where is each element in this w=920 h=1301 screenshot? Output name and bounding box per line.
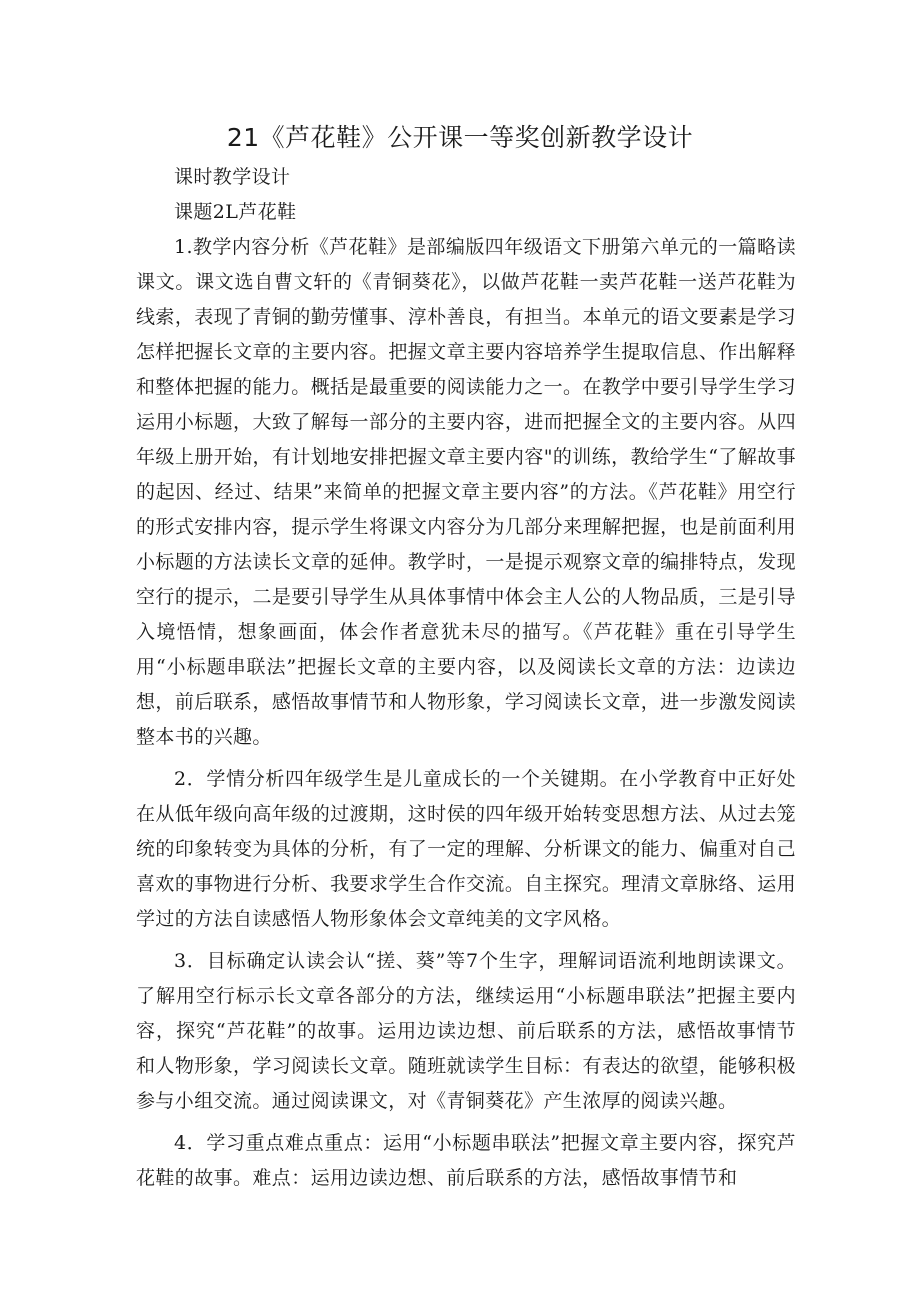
lesson-topic-heading: 课题2L芦花鞋 <box>174 201 297 223</box>
paragraph-student-analysis: 2．学情分析四年级学生是儿童成长的一个关键期。在小学教育中正好处在从低年级向高年级的过渡期，这时侯的四年级开始转变思想方法、从过去笼统的印象转变为具体的分析，有了一定的理解、分析课文的能力、偏重对自己喜欢的事物进行分析、我要求学生合作交流。自主探究。理清文章脉络、运用学过的方法自读感悟人物形象体会文章纯美的文字风格。 <box>136 768 796 930</box>
document-body <box>136 160 796 1196</box>
paragraph-objectives: 3．目标确定认读会认“搓、葵”等7个生字，理解词语流利地朗读课文。了解用空行标示长文章各部分的方法，继续运用“小标题串联法”把握主要内容，探究“芦花鞋”的故事。运用边读边想、前后联系的方法，感悟故事情节和人物形象，学习阅读长文章。随班就读学生目标：有表达的欲望，能够积极参与小组交流。通过阅读课文，对《青铜葵花》产生浓厚的阅读兴趣。 <box>136 950 796 1112</box>
paragraph-key-points: 4．学习重点难点重点：运用“小标题串联法”把握文章主要内容，探究芦花鞋的故事。难点：运用边读边想、前后联系的方法，感悟故事情节和 <box>136 1132 796 1189</box>
lesson-design-heading: 课时教学设计 <box>174 166 291 188</box>
paragraph-content-analysis: 1.教学内容分析《芦花鞋》是部编版四年级语文下册第六单元的一篇略读课文。课文选自曹文轩的《青铜葵花》，以做芦花鞋一卖芦花鞋一送芦花鞋为线索，表现了青铜的勤劳懂事、淳朴善良，有担当。本单元的语文要素是学习怎样把握长文章的主要内容。把握文章主要内容培养学生提取信息、作出解释和整体把握的能力。概括是最重要的阅读能力之一。在教学中要引导学生学习运用小标题，大致了解每一部分的主要内容，进而把握全文的主要内容。从四年级上册开始，有计划地安排把握文章主要内容"的训练，教给学生“了解故事的起因、经过、结果”来简单的把握文章主要内容”的方法。《芦花鞋》用空行的形式安排内容，提示学生将课文内容分为几部分来理解把握，也是前面利用小标题的方法读长文章的延伸。教学时，一是提示观察文章的编排特点，发现空行的提示，二是要引导学生从具体事情中体会主人公的人物品质，三是引导入境悟情，想象画面，体会作者意犹未尽的描写。《芦花鞋》重在引导学生用“小标题串联法”把握长文章的主要内容，以及阅读长文章的方法：边读边想，前后联系，感悟故事情节和人物形象，学习阅读长文章，进一步激发阅读整本书的兴趣。 <box>136 236 796 748</box>
document-title: 21《芦花鞋》公开课一等奖创新教学设计 <box>226 123 694 152</box>
